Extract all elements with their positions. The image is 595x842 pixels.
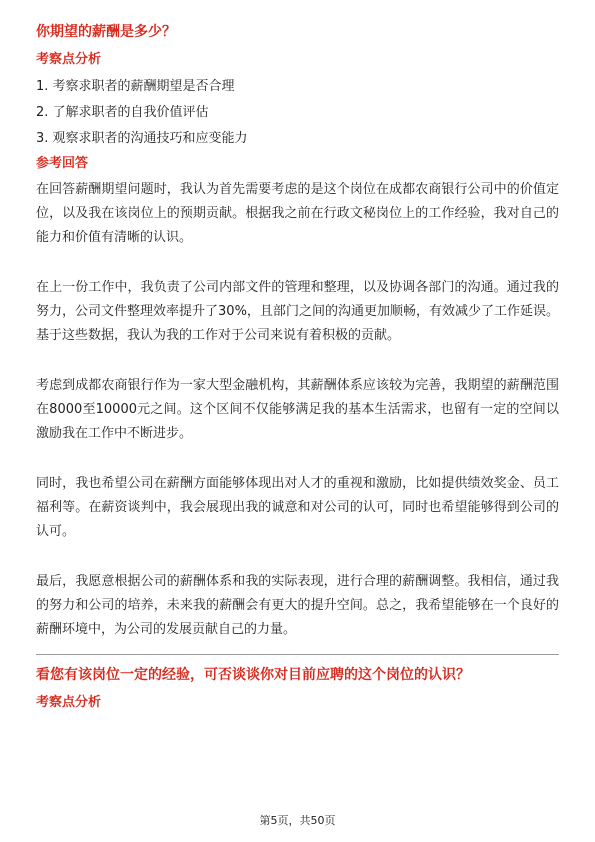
analysis-points-list (36, 74, 559, 152)
reference-answer-body (36, 178, 559, 642)
answer-paragraph: 在回答薪酬期望问题时，我认为首先需要考虑的是这个岗位在成都农商银行公司中的价值定位，以及我在该岗位上的预期贡献。根据我之前在行政文秘岗位上的工作经验，我对自己的能力和价值有清晰的认识。 (36, 182, 559, 245)
answer-paragraph: 考虑到成都农商银行作为一家大型金融机构，其薪酬体系应该较为完善，我期望的薪酬范围在8000至10000元之间。这个区间不仅能够满足我的基本生活需求，也留有一定的空间以激励我在工作中不断进步。 (36, 378, 559, 441)
next-question-title: 看您有该岗位一定的经验，可否谈谈你对目前应聘的这个岗位的认识？ (36, 667, 470, 683)
answer-paragraph: 同时，我也希望公司在薪酬方面能够体现出对人才的重视和激励，比如提供绩效奖金、员工福利等。在薪资谈判中，我会展现出我的诚意和对公司的认可，同时也希望能够得到公司的认可。 (36, 476, 559, 539)
answer-paragraph: 最后，我愿意根据公司的薪酬体系和我的实际表现，进行合理的薪酬调整。我相信，通过我的努力和公司的培养，未来我的薪酬会有更大的提升空间。总之，我希望能够在一个良好的薪酬环境中，为公司的发展贡献自己的力量。 (36, 574, 559, 637)
reference-answer-heading: 参考回答 (36, 156, 89, 171)
document-page (36, 20, 559, 717)
next-analysis-heading: 考察点分析 (36, 695, 102, 710)
analysis-heading: 考察点分析 (36, 52, 102, 67)
analysis-point: 3. 观察求职者的沟通技巧和应变能力 (36, 131, 248, 146)
question-title: 你期望的薪酬是多少？ (36, 24, 176, 40)
section-divider (36, 654, 559, 655)
page-number-footer: 第5页，共50页 (259, 814, 336, 827)
answer-paragraph: 在上一份工作中，我负责了公司内部文件的管理和整理，以及协调各部门的沟通。通过我的努力，公司文件整理效率提升了30%，且部门之间的沟通更加顺畅，有效减少了工作延误。基于这些数据，我认为我的工作对于公司来说有着积极的贡献。 (36, 280, 559, 343)
analysis-point: 1. 考察求职者的薪酬期望是否合理 (36, 79, 235, 94)
analysis-point: 2. 了解求职者的自我价值评估 (36, 105, 209, 120)
